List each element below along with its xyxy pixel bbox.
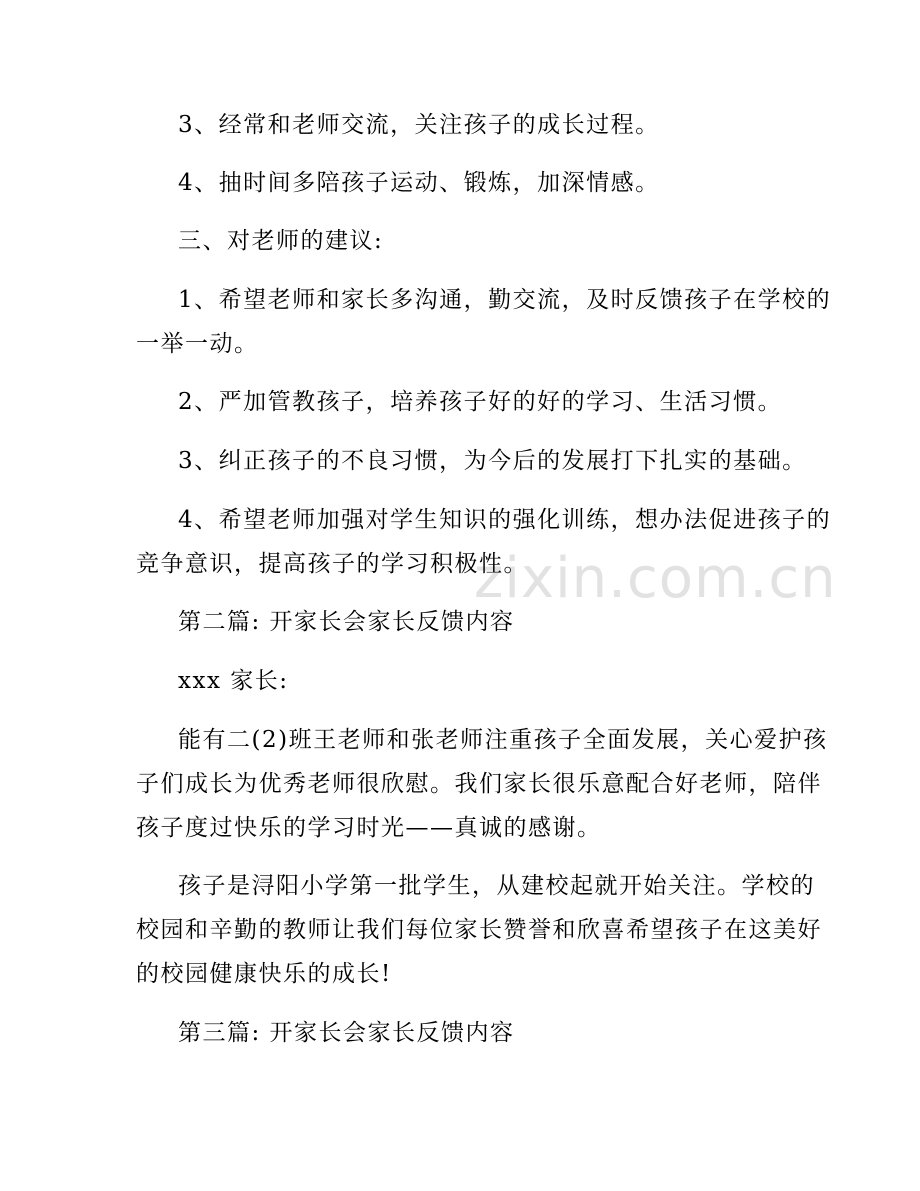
paragraph-line: 竞争意识，提高孩子的学习积极性。 <box>136 551 528 577</box>
paragraph-line: 3、纠正孩子的不良习惯，为今后的发展打下扎实的基础。 <box>178 448 807 474</box>
paragraph-line: 4、希望老师加强对学生知识的强化训练，想办法促进孩子的 <box>178 507 832 533</box>
section-heading: 三、对老师的建议: <box>178 228 384 254</box>
paragraph-line: 1、希望老师和家长多沟通，勤交流，及时反馈孩子在学校的 <box>178 287 832 313</box>
paragraph-line: 孩子度过快乐的学习时光——真诚的感谢。 <box>136 815 602 841</box>
paragraph-line: 校园和辛勤的教师让我们每位家长赞誉和欣喜希望孩子在这美好 <box>136 917 822 943</box>
paragraph-line: 一举一动。 <box>136 331 259 357</box>
paragraph-line: 子们成长为优秀老师很欣慰。我们家长很乐意配合好老师，陪伴 <box>136 771 822 797</box>
salutation: xxx 家长: <box>178 668 289 694</box>
paragraph-line: 2、严加管教孩子，培养孩子好的好的学习、生活习惯。 <box>178 389 783 415</box>
paragraph-line: 能有二(2)班王老师和张老师注重孩子全面发展，关心爱护孩 <box>178 727 828 753</box>
paragraph-line: 的校园健康快乐的成长! <box>136 961 392 987</box>
chapter-heading: 第三篇: 开家长会家长反馈内容 <box>178 1020 515 1046</box>
paragraph-line: 孩子是浔阳小学第一批学生，从建校起就开始关注。学校的 <box>178 873 815 899</box>
watermark: zixin.com.cn <box>474 546 837 611</box>
paragraph-line: 3、经常和老师交流，关注孩子的成长过程。 <box>178 112 660 138</box>
chapter-heading: 第二篇: 开家长会家长反馈内容 <box>178 609 515 635</box>
paragraph-line: 4、抽时间多陪孩子运动、锻炼，加深情感。 <box>178 170 660 196</box>
